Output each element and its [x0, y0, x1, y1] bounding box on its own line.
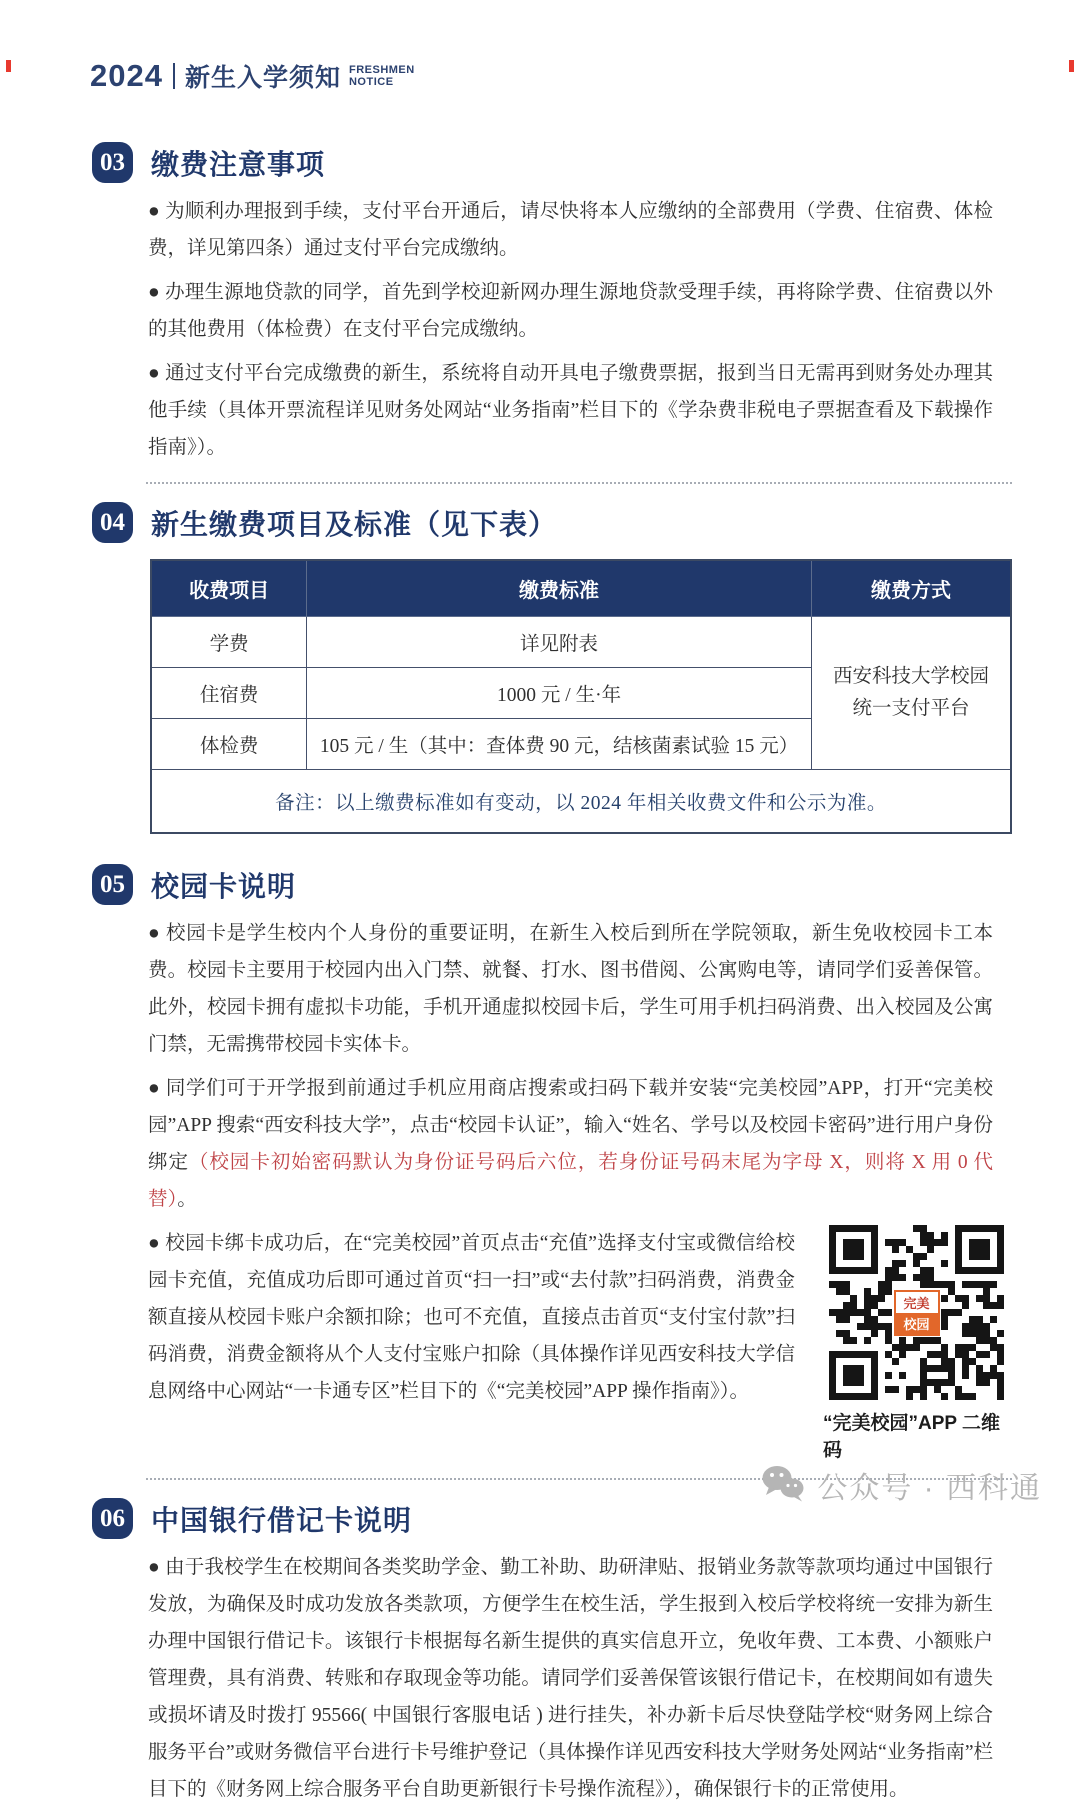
- section-05-title: 校园卡说明: [151, 871, 297, 903]
- campus-card-password-note: （校园卡初始密码默认为身份证号码后六位，若身份证号码末尾为字母 X，则将 X 用 0 代替）: [148, 1152, 993, 1210]
- fee-standard-table: [150, 559, 1012, 834]
- section-03-body: [148, 193, 993, 466]
- campus-card-bullet-2-main: ● 同学们可于开学报到前通过手机应用商店搜索或扫码下载并安装“完美校园”APP，打开“完美校园”APP 搜索“西安科技大学”，点击“校园卡认证”，输入“姓名、学号以及校园卡密码”进行用户身份绑定: [148, 1078, 993, 1173]
- payment-method-cell: [811, 617, 1011, 770]
- qr-code-block: [823, 1225, 1010, 1462]
- qr-logo-top-text: 完美: [903, 1295, 930, 1311]
- section-05-body: [148, 915, 993, 1218]
- fee-table-header-standard: 缴费标准: [307, 560, 812, 617]
- payment-note-bullet-2: ● 办理生源地贷款的同学，首先到学校迎新网办理生源地贷款受理手续，再将除学费、住宿费以外的其他费用（体检费）在支付平台完成缴纳。: [148, 282, 993, 340]
- section-06-body: [148, 1549, 993, 1808]
- fee-table-header-row: [151, 560, 1011, 617]
- header-en-line2: NOTICE: [348, 76, 394, 88]
- accommodation-item: 住宿费: [151, 668, 307, 719]
- section-05-number-badge: 05: [92, 864, 133, 905]
- fee-table-header-item: 收费项目: [151, 560, 307, 617]
- header-title-en: [349, 64, 415, 88]
- campus-card-bullet-3: ● 校园卡绑卡成功后，在“完美校园”首页点击“充值”选择支付宝或微信给校园卡充值，充值成功后即可通过首页“扫一扫”或“去付款”扫码消费，消费金额直接从校园卡账户余额扣除；也可不充值，直接点击首页“支付宝付款”扫码消费，消费金额将从个人支付宝账户扣除（具体操作详见西安科技大学信息网络中心网站“一卡通专区”栏目下的《“完美校园”APP 操作指南》）。: [148, 1233, 795, 1402]
- perfect-campus-qr-code: [829, 1225, 1004, 1400]
- campus-card-bullet-1: ● 校园卡是学生校内个人身份的重要证明，在新生入校后到所在学院领取，新生免收校园卡工本费。校园卡主要用于校园内出入门禁、就餐、打水、图书借阅、公寓购电等，请同学们妥善保管。此外，校园卡拥有虚拟卡功能，手机开通虚拟校园卡后，学生可用手机扫码消费、出入校园及公寓门禁，无需携带校园卡实体卡。: [148, 923, 993, 1055]
- tuition-item: 学费: [151, 617, 307, 668]
- red-crop-mark-right: [1069, 60, 1074, 72]
- fee-table-note-row: [151, 770, 1011, 834]
- qr-caption: “完美校园”APP 二维码: [823, 1413, 1001, 1461]
- fee-table-header-method: 缴费方式: [811, 560, 1011, 617]
- wechat-icon: [761, 1464, 805, 1507]
- page-header: [90, 58, 1080, 94]
- section-04-title: 新生缴费项目及标准（见下表）: [151, 509, 558, 541]
- red-crop-mark-left: [6, 60, 11, 72]
- section-03-header: [92, 142, 1080, 183]
- section-05-header: [92, 864, 1080, 905]
- fee-table-row-tuition: [151, 617, 1011, 668]
- accommodation-standard: 1000 元 / 生·年: [307, 668, 812, 719]
- fee-table-note: 备注：以上缴费标准如有变动，以 2024 年相关收费文件和公示为准。: [151, 770, 1011, 834]
- header-title-cn: 新生入学须知: [184, 64, 341, 92]
- section-03-title: 缴费注意事项: [151, 149, 326, 181]
- header-en-line1: FRESHMEN: [348, 64, 415, 76]
- section-06-title: 中国银行借记卡说明: [151, 1505, 413, 1537]
- header-year: 2024: [90, 58, 163, 93]
- payment-method-line1: 西安科技大学校园: [832, 666, 989, 687]
- section-04-header: [92, 502, 1080, 543]
- physical-exam-standard: 105 元 / 生（其中：查体费 90 元，结核菌素试验 15 元）: [307, 719, 812, 770]
- campus-card-bullet-2-tail: 。: [177, 1189, 197, 1210]
- physical-exam-item: 体检费: [151, 719, 307, 770]
- payment-method-line2: 统一支付平台: [852, 698, 970, 719]
- freshmen-notice-page: [0, 58, 1080, 1800]
- footer-account-name: 公众号 · 西科通: [817, 1472, 1042, 1505]
- section-06-number-badge: 06: [92, 1498, 133, 1539]
- header-divider-bar: [173, 63, 175, 89]
- payment-note-bullet-3: ● 通过支付平台完成缴费的新生，系统将自动开具电子缴费票据，报到当日无需再到财务处办理其他手续（具体开票流程详见财务处网站“业务指南”栏目下的《学杂费非税电子票据查看及下载操作指南》）。: [148, 363, 993, 458]
- campus-card-row-with-qr: [148, 1225, 1010, 1462]
- qr-logo-bottom-text: 校园: [896, 1313, 938, 1334]
- payment-note-bullet-1: ● 为顺利办理报到手续，支付平台开通后，请尽快将本人应缴纳的全部费用（学费、住宿费、体检费，详见第四条）通过支付平台完成缴纳。: [148, 201, 993, 259]
- campus-card-bullet-2: [148, 1070, 993, 1218]
- tuition-standard: 详见附表: [307, 617, 812, 668]
- bank-card-bullet-1: ● 由于我校学生在校期间各类奖助学金、勤工补助、助研津贴、报销业务款等款项均通过中国银行发放，为确保及时成功发放各类款项，方便学生在校生活，学生报到入校后学校将统一安排为新生办理中国银行借记卡。该银行卡根据每名新生提供的真实信息开立，免收年费、工本费、小额账户管理费，具有消费、转账和存取现金等功能。请同学们妥善保管该银行借记卡，在校期间如有遗失或损坏请及时拨打 95566( 中国银行客服电话 ) 进行挂失，补办新卡后尽快登陆学校“财务网上综合服务平台”或财务微信平台进行卡号维护登记（具体操作详见西安科技大学财务处网站“业务指南”栏目下的《财务网上综合服务平台自助更新银行卡号操作流程》），确保银行卡的正常使用。: [148, 1557, 993, 1800]
- section-03-number-badge: 03: [92, 142, 133, 183]
- section-04-number-badge: 04: [92, 502, 133, 543]
- qr-center-logo: [894, 1290, 940, 1336]
- footer-wechat-account: [761, 1463, 1042, 1507]
- section-divider-1: [146, 482, 1012, 484]
